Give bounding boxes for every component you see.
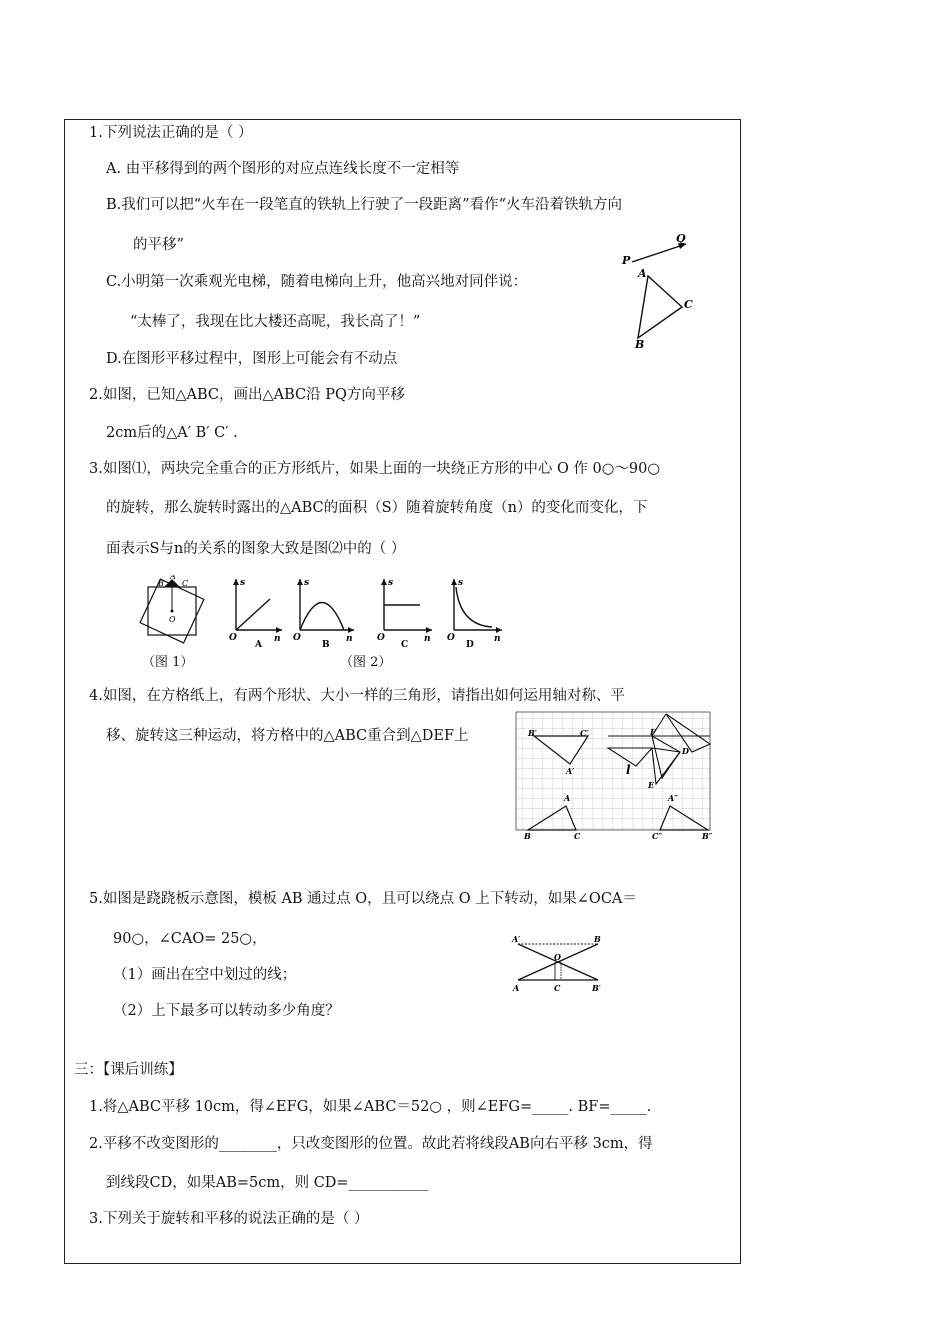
q2-line2: 2cm后的△A′ B′ C′ . — [106, 425, 238, 441]
label-P: P — [622, 254, 631, 267]
svg-text:F: F — [650, 727, 656, 737]
graph-c-label: C — [401, 640, 409, 650]
label-B: B — [635, 338, 645, 350]
svg-text:O: O — [377, 633, 385, 643]
svg-text:n: n — [424, 634, 431, 644]
svg-text:O: O — [169, 615, 176, 624]
q1-option-c-quote: “太棒了，我现在比大楼还高呢，我长高了！” — [130, 314, 421, 330]
svg-text:B: B — [594, 934, 601, 944]
svg-text:A: A — [513, 983, 520, 993]
q1-option-b: B.我们可以把“火车在一段笔直的铁轨上行驶了一段距离”看作“火车沿着铁轨方向 — [106, 197, 623, 213]
q3-line2: 的旋转，那么旋转时露出的△ABC的面积（S）随着旋转角度（n）的变化而变化，下 — [106, 500, 648, 516]
q3-graph-b — [292, 575, 358, 650]
q3-caption-fig2: （图 2） — [340, 655, 392, 670]
svg-text:l: l — [626, 763, 631, 777]
svg-text:D: D — [682, 746, 689, 756]
section3-p3: 3.下列关于旋转和平移的说法正确的是（ ） — [89, 1211, 369, 1227]
q4-line2: 移、旋转这三种运动，将方格中的△ABC重合到△DEF上 — [106, 728, 469, 744]
q4-grid-figure — [512, 708, 718, 848]
svg-text:n: n — [274, 634, 281, 644]
svg-text:C: C — [554, 983, 561, 993]
section3-p2: 2.平移不改变图形的________，只改变图形的位置。故此若将线段AB向右平移 3cm，得 — [89, 1136, 653, 1152]
svg-text:A: A — [170, 575, 176, 581]
q5-seesaw-figure — [510, 932, 610, 996]
svg-text:B′: B′ — [528, 728, 537, 738]
svg-text:B″: B″ — [702, 831, 713, 841]
svg-text:O: O — [293, 633, 301, 643]
q1-option-d: D.在图形平移过程中，图形上可能会有不动点 — [106, 351, 398, 367]
q1-option-a: A. 由平移得到的两个图形的对应点连线长度不一定相等 — [106, 161, 460, 177]
svg-text:O: O — [554, 952, 561, 962]
q3-fig1-squares — [134, 575, 214, 650]
q5-sub2: （2）上下最多可以转动多少角度？ — [113, 1003, 340, 1019]
svg-text:O: O — [229, 633, 237, 643]
svg-text:C: C — [182, 579, 189, 588]
section3-p1: 1.将△ABC平移 10cm，得∠EFG，如果∠ABC＝52○ ，则∠EFG=_____. BF=_____. — [89, 1099, 652, 1115]
svg-text:n: n — [494, 634, 501, 644]
label-A: A — [638, 267, 647, 280]
svg-text:A′: A′ — [512, 934, 521, 944]
q1-option-b-cont: 的平移” — [133, 237, 184, 253]
section3-p2-cont: 到线段CD，如果AB=5cm，则 CD=___________ — [106, 1175, 429, 1191]
svg-text:C: C — [574, 831, 581, 841]
graph-a-label: A — [255, 640, 262, 650]
q5-sub1: （1）画出在空中划过的线； — [113, 967, 297, 983]
label-C: C — [684, 298, 693, 311]
q1-option-c: C.小明第一次乘观光电梯，随着电梯向上升，他高兴地对同伴说： — [106, 274, 528, 290]
q5-line2: 90○，∠CAO= 25○， — [113, 931, 267, 947]
q5-line1: 5.如图是跷跷板示意图，模板 AB 通过点 O，且可以绕点 O 上下转动，如果∠OCA＝ — [89, 891, 637, 907]
svg-text:B′: B′ — [592, 983, 601, 993]
svg-text:A′: A′ — [566, 766, 575, 776]
q2-triangle-figure — [620, 230, 700, 350]
svg-text:s: s — [304, 578, 310, 588]
q3-caption-fig1: （图 1） — [142, 655, 194, 670]
graph-d-label: D — [466, 640, 474, 650]
section3-title: 三：【课后训练】 — [74, 1062, 183, 1078]
q3-graph-d — [446, 575, 506, 650]
q1-stem: 1.下列说法正确的是（ ） — [89, 125, 253, 141]
svg-text:C′: C′ — [580, 728, 589, 738]
svg-text:s: s — [458, 578, 464, 588]
q3-graph-c — [376, 575, 436, 650]
label-Q: Q — [676, 232, 686, 245]
svg-text:E: E — [648, 780, 655, 790]
svg-text:s: s — [240, 578, 246, 588]
q3-line3: 面表示S与n的关系的图象大致是图⑵中的（ ） — [106, 541, 406, 557]
svg-text:B: B — [158, 579, 164, 588]
svg-text:n: n — [346, 634, 353, 644]
svg-text:C″: C″ — [652, 831, 662, 841]
q4-line1: 4.如图，在方格纸上，有两个形状、大小一样的三角形，请指出如何运用轴对称、平 — [89, 688, 625, 704]
q2-line1: 2.如图，已知△ABC，画出△ABC沿 PQ方向平移 — [89, 387, 405, 403]
svg-text:s: s — [388, 578, 394, 588]
svg-text:A: A — [564, 793, 571, 803]
svg-text:A″: A″ — [668, 793, 678, 803]
q3-graph-a — [228, 575, 288, 650]
q3-line1: 3.如图⑴，两块完全重合的正方形纸片，如果上面的一块绕正方形的中心 O 作 0○～90○ — [89, 461, 661, 477]
svg-text:B: B — [524, 831, 531, 841]
svg-text:O: O — [447, 633, 455, 643]
graph-b-label: B — [322, 640, 330, 650]
